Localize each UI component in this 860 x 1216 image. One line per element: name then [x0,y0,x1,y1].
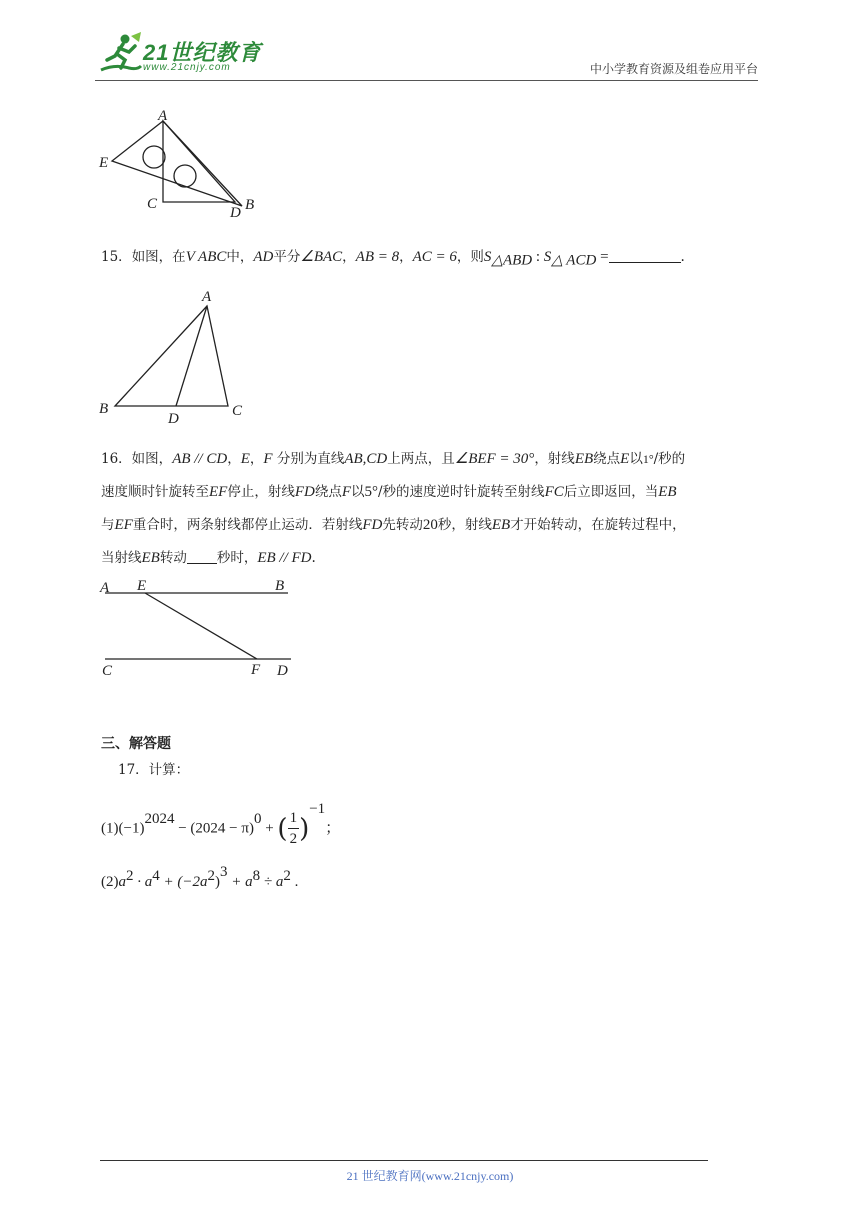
q16-text: . [311,550,316,566]
q17-p1-plus: + [261,820,278,837]
question-17-part-2 [101,866,298,892]
q17-p1-exp: 0 [253,810,262,827]
label-c: C [102,663,113,679]
q15-s2: S [543,249,552,265]
triangle-abc [115,306,228,406]
fraction-numerator: 1 [288,808,300,829]
q16-text: /秒的速度逆时针旋转至射线 [378,484,545,500]
footer-divider [100,1160,708,1161]
q16-math: EB [491,517,511,533]
q16-text: 以 [351,484,365,500]
figure-14-triangles [90,105,280,225]
q16-math: EB [574,451,594,467]
label-e: E [137,578,147,594]
q16-text: 速度顺时针旋转至 [101,484,209,500]
label-d: D [168,411,179,427]
label-d: D [230,205,241,221]
triangle-acd [163,121,235,202]
q16-text: 秒，射线 [437,517,492,533]
page-header [95,30,758,81]
q16-text: 上两点，且 [387,451,455,467]
footer-text[interactable]: 21 世纪教育网(www.21cnjy.com) [346,1169,514,1183]
q17-p1-term: (−1) [118,820,145,837]
answer-blank-15[interactable] [609,248,681,263]
label-e: E [99,155,109,171]
q17-p2-end: . [290,874,299,890]
q16-math: E [620,451,630,467]
q16-line-1 [101,443,761,476]
q17-p1-exp: 2024 [144,810,175,827]
q16-line-3 [101,509,761,542]
q16-math: 5° [364,484,378,500]
q17-p2-term: ÷ a [260,874,284,890]
label-f: F [251,662,261,678]
q16-math: 20 [422,517,438,533]
q17-p2-exp: 3 [220,864,228,880]
q15-equals: = [596,249,609,265]
q16-math: EB [658,484,677,500]
q16-math: AB,CD [344,451,388,467]
q16-text: 后立即返回，当 [563,484,659,500]
q16-line-2 [101,476,761,509]
q16-text: ， [249,451,264,467]
logo-sub-text: www.21cnjy.com [143,62,231,73]
q17-p2-term: a [118,874,126,890]
q17-p2-term: + a [227,874,253,890]
q15-text: 如图，在 [131,249,186,265]
q15-text: 平分 [273,249,301,265]
q16-math: FD [362,517,383,533]
q15-text: ， [342,249,356,265]
q16-math: F [263,451,273,467]
logo-main-text: 21世纪教育 [143,40,262,65]
q15-s1: S [483,249,492,265]
q15-angle: ∠BAC [300,249,343,265]
q16-math: EB [141,550,160,566]
q16-text: 当射线 [101,550,142,566]
q16-math: FC [544,484,564,500]
fraction-denominator: 2 [289,831,298,847]
label-d: D [277,663,288,679]
q16-text: /秒的 [653,451,686,467]
q17-p1-label: (1) [101,820,119,837]
q16-line-4 [101,542,761,575]
label-c: C [232,403,243,419]
label-a: A [100,580,110,596]
q16-math: 1° [642,452,654,466]
q16-text: 秒时， [216,550,258,566]
q15-text: ，则 [456,249,484,265]
q17-p1-fraction [277,808,309,849]
label-b: B [245,197,255,213]
q16-text: 先转动 [382,517,423,533]
q16-text: 16．如图， [101,451,173,467]
q17-p2-exp: 2 [283,868,291,884]
q17-p1-end: ； [325,818,341,837]
segment-ef [145,593,257,659]
q16-math: EF [114,517,133,533]
q16-text: 绕点 [314,484,342,500]
label-a: A [202,289,212,305]
q17-p2-exp: 8 [252,868,261,884]
q16-math: EB // FD [257,550,312,566]
circle-hole-1 [143,146,165,168]
q15-s2-sub: △ ACD [551,252,597,269]
question-16 [101,443,761,575]
q16-text: 与 [101,517,115,533]
question-17-part-1 [101,800,341,849]
q15-colon: : [532,249,544,265]
q15-ad: AD [253,249,274,265]
q16-text: 绕点 [593,451,621,467]
site-logo [95,30,265,76]
q15-end: . [680,249,685,265]
q17-p2-label: (2) [101,874,119,890]
figure-15-triangle [90,282,260,427]
q17-p2-term: · a [133,874,153,890]
q16-math: FD [294,484,315,500]
q15-ab: AB = 8 [355,249,400,265]
paren-close: ) [299,813,310,844]
q15-text: ， [399,249,413,265]
q15-text: 中， [226,249,254,265]
label-a: A [158,108,168,124]
section-title: 三、解答题 [101,736,171,752]
figure-16-parallel-lines [95,575,305,685]
q15-triangle: V ABC [185,249,227,265]
q16-text: ，射线 [534,451,575,467]
question-17-number: 17．计算： [118,762,190,778]
q17-p2-exp: 2 [126,868,134,884]
q16-text: 分别为直线 [272,451,345,467]
q16-text: 转动 [159,550,187,566]
paren-open: ( [277,813,288,844]
q17-p2-term: ) [215,874,220,890]
q16-math: E [240,451,250,467]
label-c: C [147,196,158,212]
q15-s1-sub: △ABD [491,252,533,269]
q15-ac: AC = 6 [412,249,457,265]
q16-math: F [341,484,351,500]
answer-blank-16[interactable] [187,549,217,564]
q16-text: 才开始转动，在旋转过程中， [510,517,686,533]
question-15 [101,247,685,271]
q16-math: AB // CD [172,451,228,467]
q17-p1-term: − (2024 − π) [174,820,254,837]
q17-p2-exp: 4 [152,868,160,884]
label-b: B [99,401,109,417]
q16-text: 重合时，两条射线都停止运动．若射线 [132,517,363,533]
triangle-aeb [112,121,242,206]
circle-hole-2 [174,165,196,187]
segment-ad [176,306,207,406]
q17-p2-exp: 2 [207,868,215,884]
q16-text: ， [227,451,241,467]
runner-logo-icon [95,30,143,76]
fraction [288,808,300,849]
q15-number: 15． [101,249,132,265]
q17-p1-exp: −1 [309,800,326,817]
q16-math: EF [209,484,228,500]
q16-math: ∠BEF = 30° [454,451,535,467]
header-platform-text: 中小学教育资源及组卷应用平台 [589,62,758,76]
q16-text: 以 [629,451,643,467]
q16-text: 停止，射线 [227,484,295,500]
label-b: B [275,578,285,594]
q17-p2-term: + (−2a [159,874,208,890]
